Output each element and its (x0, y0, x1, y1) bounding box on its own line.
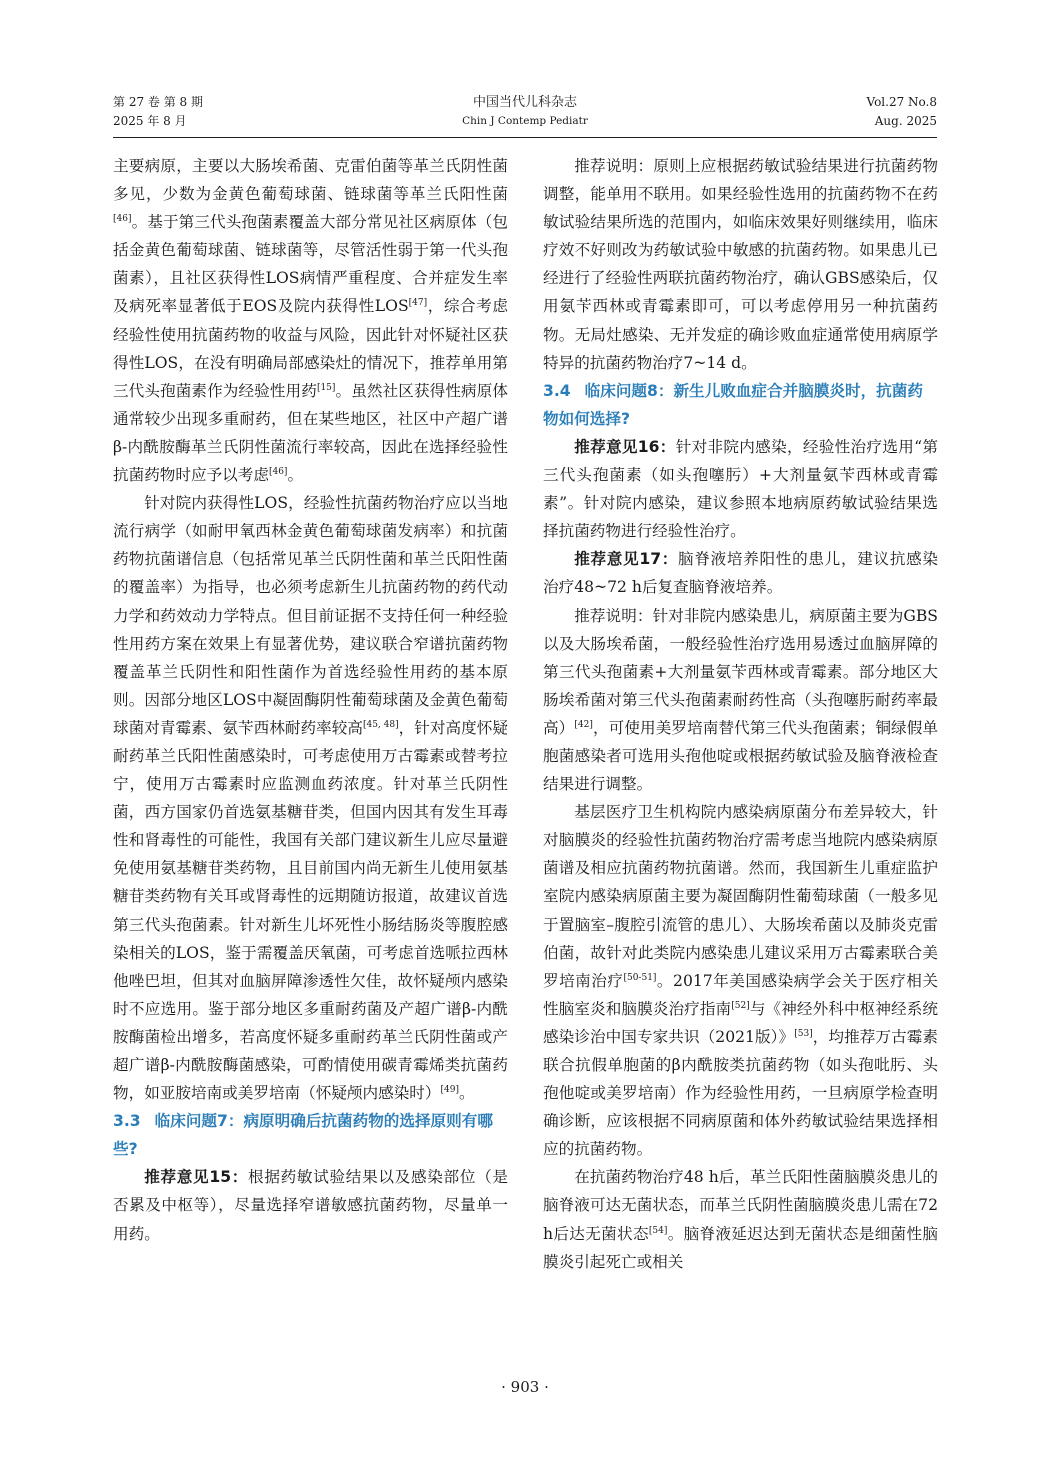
recommendation-16: 推荐意见16：针对非院内感染，经验性治疗选用“第三代头孢菌素（如头孢噻肟）+大剂量氨苄西林或青霉素”。针对院内感染，建议参照本地病原药敏试验结果选择抗菌药物进行经验性治疗。 (543, 437, 939, 541)
recommendation-label: 推荐意见15： (144, 1168, 249, 1187)
header-volume-info-en (867, 93, 938, 131)
paragraph: 主要病原，主要以大肠埃希菌、克雷伯菌等革兰氏阴性菌多见，少数为金黄色葡萄球菌、链球菌等革兰氏阳性菌[46]。基于第三代头孢菌素覆盖大部分常见社区病原体（包括金黄色葡萄球菌、链球菌等，尽管活性弱于第一代头孢菌素），且社区获得性LOS病情严重程度、合并症发生率及病死率显著低于EOS及院内获得性LOS[47]，综合考虑经验性使用抗菌药物的收益与风险，因此针对怀疑社区获得性LOS，在没有明确局部感染灶的情况下，推荐单用第三代头孢菌素作为经验性用药[15]。虽然社区获得性病原体通常较少出现多重耐药，但在某些地区，社区中产超广谱β-内酰胺酶革兰氏阴性菌流行率较高，因此在选择经验性抗菌药物时应予以考虑[46]。 (113, 157, 508, 485)
header-volume-issue: 第 27 卷 第 8 期 (113, 95, 203, 109)
header-volume-issue-en: Vol.27 No.8 (866, 95, 937, 109)
paragraph: 推荐说明：针对非院内感染患儿，病原菌主要为GBS以及大肠埃希菌，一般经验性治疗选用易透过血脑屏障的第三代头孢菌素+大剂量氨苄西林或青霉素。部分地区大肠埃希菌对第三代头孢菌素耐药性高（头孢噻肟耐药率最高）[42]，可使用美罗培南替代第三代头孢菌素；铜绿假单胞菌感染者可选用头孢他啶或根据药敏试验及脑脊液检查结果进行调整。 (543, 606, 938, 794)
citation: [54] (648, 1225, 668, 1236)
recommendation-15: 推荐意见15：根据药敏试验结果以及感染部位（是否累及中枢等），尽量选择窄谱敏感抗菌药物，尽量单一用药。 (113, 1168, 508, 1243)
recommendation-label: 推荐意见17： (574, 550, 679, 569)
header-journal (113, 93, 937, 131)
paragraph: 针对院内获得性LOS，经验性抗菌药物治疗应以当地流行病学（如耐甲氧西林金黄色葡萄球菌发病率）和抗菌药物抗菌谱信息（包括常见革兰氏阴性菌和革兰氏阳性菌的覆盖率）为指导，也必须考虑新生儿抗菌药物的药代动力学和药效动力学特点。但目前证据不支持任何一种经验性用药方案在效果上有显著优势，建议联合窄谱抗菌药物覆盖革兰氏阴性和阳性菌作为首选经验性用药的基本原则。因部分地区LOS中凝固酶阴性葡萄球菌及金黄色葡萄球菌对青霉素、氨苄西林耐药率较高[45, 48]，针对高度怀疑耐药革兰氏阳性菌感染时，可考虑使用万古霉素或替考拉宁，使用万古霉素时应监测血药浓度。针对革兰氏阴性菌，西方国家仍首选氨基糖苷类，但国内因其有发生耳毒性和肾毒性的可能性，我国有关部门建议新生儿应尽量避免使用氨基糖苷类药物，且目前国内尚无新生儿使用氨基糖苷类药物有关耳或肾毒性的远期随访报道，故建议首选第三代头孢菌素。针对新生儿坏死性小肠结肠炎等腹腔感染相关的LOS，鉴于需覆盖厌氧菌，可考虑首选哌拉西林他唑巴坦，但其对血脑屏障渗透性欠佳，故怀疑颅内感染时不应选用。鉴于部分地区多重耐药菌及产超广谱β-内酰胺酶菌检出增多，若高度怀疑多重耐药革兰氏阴性菌或产超广谱β-内酰胺酶菌感染，可酌情使用碳青霉烯类抗菌药物，如亚胺培南或美罗培南（怀疑颅内感染时）[49]。 (113, 494, 508, 1103)
paragraph: 在抗菌药物治疗48 h后，革兰氏阳性菌脑膜炎患儿的脑脊液可达无菌状态，而革兰氏阴性菌脑膜炎患儿需在72 h后达无菌状态[54]。脑脊液延迟达到无菌状态是细菌性脑膜炎引起死亡或相关 (543, 1168, 938, 1271)
journal-title-cn: 中国当代儿科杂志 (472, 95, 577, 110)
section-heading-3-4: 3.4 临床问题8：新生儿败血症合并脑膜炎时，抗菌药物如何选择? (543, 381, 923, 428)
recommendation-label: 推荐意见16： (574, 437, 676, 456)
citation: [42] (574, 719, 593, 730)
citation: [53] (794, 1028, 813, 1039)
citation: [46] (113, 214, 132, 225)
recommendation-17: 推荐意见17：脑脊液培养阳性的患儿，建议抗感染治疗48~72 h后复查脑脊液培养。 (543, 550, 938, 597)
page-number: · 903 · (501, 1378, 549, 1396)
citation: [15] (316, 382, 336, 393)
citation: [47] (408, 298, 428, 309)
left-column (113, 152, 508, 1248)
citation: [52] (731, 1000, 750, 1011)
citation: [49] (440, 1085, 459, 1096)
paragraph: 推荐说明：原则上应根据药敏试验结果进行抗菌药物调整，能单用不联用。如果经验性选用的抗菌药物不在药敏试验结果所选的范围内，如临床效果好则继续用，临床疗效不好则改为药敏试验中敏感的抗菌药物。如果患儿已经进行了经验性两联抗菌药物治疗，确认GBS感染后，仅用氨苄西林或青霉素即可，可以考虑停用另一种抗菌药物。无局灶感染、无并发症的确诊败血症通常使用病原学特异的抗菌药物治疗7~14 d。 (543, 157, 938, 372)
journal-title-en: Chin J Contemp Pediatr (462, 115, 588, 127)
citation: [45, 48] (362, 719, 399, 730)
running-header (113, 93, 937, 137)
header-date: 2025 年 8 月 (113, 114, 187, 128)
citation: [46] (268, 467, 288, 478)
citation: [50-51] (623, 972, 657, 983)
right-column (543, 152, 938, 1276)
header-rule (113, 137, 937, 138)
section-heading-3-3: 3.3 临床问题7：病原明确后抗菌药物的选择原则有哪些? (113, 1112, 493, 1159)
paragraph: 基层医疗卫生机构院内感染病原菌分布差异较大，针对脑膜炎的经验性抗菌药物治疗需考虑当地院内感染病原菌谱及相应抗菌药物抗菌谱。然而，我国新生儿重症监护室院内感染病原菌主要为凝固酶阴性葡萄球菌（一般多见于置脑室–腹腔引流管的患儿）、大肠埃希菌以及肺炎克雷伯菌，故针对此类院内感染患儿建议采用万古霉素联合美罗培南治疗[50-51]。2017年美国感染病学会关于医疗相关性脑室炎和脑膜炎治疗指南[52]与《神经外科中枢神经系统感染诊治中国专家共识（2021版）》[53]，均推荐万古霉素联合抗假单胞菌的β内酰胺类抗菌药物（如头孢吡肟、头孢他啶或美罗培南）作为经验性用药，一旦病原学检查明确诊断，应该根据不同病原菌和体外药敏试验结果选择相应的抗菌药物。 (543, 803, 938, 1159)
header-date-en: Aug. 2025 (874, 114, 937, 128)
